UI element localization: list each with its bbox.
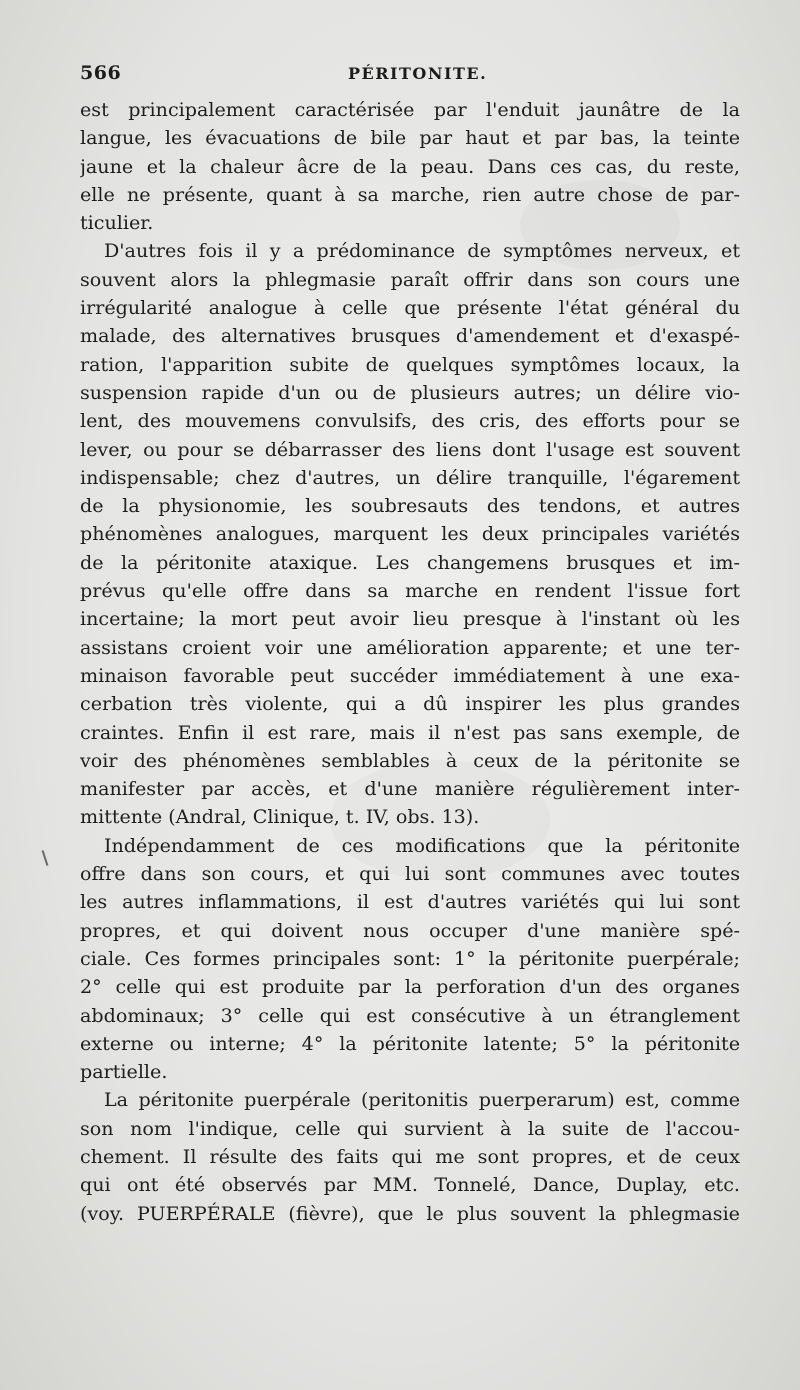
text-line: manifester par accès, et d'une manière régulièrement inter- xyxy=(80,777,740,801)
text-line: qui ont été observés par MM. Tonnelé, Dance, Duplay, etc. xyxy=(80,1173,740,1197)
margin-mark xyxy=(42,850,49,866)
text-line: de la péritonite ataxique. Les changemens brusques et im- xyxy=(80,550,740,574)
text-line: jaune et la chaleur âcre de la peau. Dans ces cas, du reste, xyxy=(80,154,740,178)
text-line: La péritonite puerpérale (peritonitis puerperarum) est, comme xyxy=(104,1088,740,1112)
text-line: propres, et qui doivent nous occuper d'une manière spé- xyxy=(80,918,740,942)
text-line: indispensable; chez d'autres, un délire tranquille, l'égarement xyxy=(80,465,740,489)
text-line: abdominaux; 3° celle qui est consécutive à un étranglement xyxy=(80,1003,740,1027)
text-line: malade, des alternatives brusques d'amendement et d'exaspé- xyxy=(80,324,740,348)
text-line: lever, ou pour se débarrasser des liens dont l'usage est souvent xyxy=(80,437,740,461)
text-line: offre dans son cours, et qui lui sont communes avec toutes xyxy=(80,862,740,886)
text-line: ticulier. xyxy=(80,211,154,235)
text-line: craintes. Enfin il est rare, mais il n'est pas sans exemple, de xyxy=(80,720,740,744)
text-line: langue, les évacuations de bile par haut et par bas, la teinte xyxy=(80,126,740,150)
text-line: mittente (Andral, Clinique, t. IV, obs. 13). xyxy=(80,805,480,829)
text-line: lent, des mouvemens convulsifs, des cris, des efforts pour se xyxy=(80,409,740,433)
text-line: elle ne présente, quant à sa marche, rien autre chose de par- xyxy=(80,182,740,206)
page-header xyxy=(80,62,740,88)
text-line: D'autres fois il y a prédominance de symptômes nerveux, et xyxy=(104,239,740,263)
text-line: voir des phénomènes semblables à ceux de la péritonite se xyxy=(80,748,740,772)
text-line: les autres inflammations, il est d'autres variétés qui lui sont xyxy=(80,890,740,914)
text-line: est principalement caractérisée par l'enduit jaunâtre de la xyxy=(80,98,740,121)
text-line: externe ou interne; 4° la péritonite latente; 5° la péritonite xyxy=(80,1031,740,1055)
text-line: de la physionomie, les soubresauts des tendons, et autres xyxy=(80,494,740,518)
text-line: partielle. xyxy=(80,1060,168,1084)
text-line: cerbation très violente, qui a dû inspirer les plus grandes xyxy=(80,692,740,716)
text-line: phénomènes analogues, marquent les deux principales variétés xyxy=(80,522,740,546)
text-line: (voy. PUERPÉRALE (fièvre), que le plus souvent la phlegmasie xyxy=(80,1201,740,1225)
text-line: irrégularité analogue à celle que présente l'état général du xyxy=(80,296,740,320)
page-number: 566 xyxy=(80,62,122,84)
text-line: souvent alors la phlegmasie paraît offrir dans son cours une xyxy=(80,267,740,291)
text-line: chement. Il résulte des faits qui me sont propres, et de ceux xyxy=(80,1144,740,1168)
running-head: PÉRITONITE. xyxy=(348,64,488,83)
text-line: incertaine; la mort peut avoir lieu presque à l'instant où les xyxy=(80,607,740,631)
text-line: ration, l'apparition subite de quelques symptômes locaux, la xyxy=(80,352,740,376)
text-line: 2° celle qui est produite par la perforation d'un des organes xyxy=(80,975,740,999)
text-line: prévus qu'elle offre dans sa marche en rendent l'issue fort xyxy=(80,579,740,603)
text-line: ciale. Ces formes principales sont: 1° la péritonite puerpérale; xyxy=(80,946,740,970)
text-line: minaison favorable peut succéder immédiatement à une exa- xyxy=(80,663,740,687)
text-line: assistans croient voir une amélioration apparente; et une ter- xyxy=(80,635,740,659)
text-line: son nom l'indique, celle qui survient à la suite de l'accou- xyxy=(80,1116,740,1140)
body-text xyxy=(80,96,740,1228)
text-line: Indépendamment de ces modifications que la péritonite xyxy=(104,833,740,857)
text-line: suspension rapide d'un ou de plusieurs autres; un délire vio- xyxy=(80,380,740,404)
